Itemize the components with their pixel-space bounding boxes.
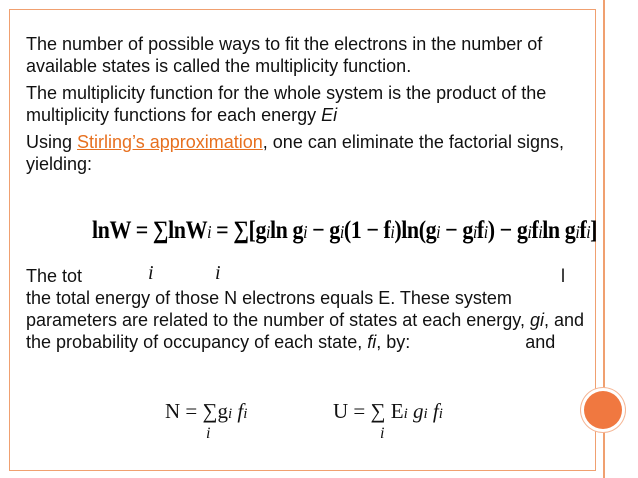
paragraph-4-mid: , and the probability of occupancy of each state, (26, 310, 585, 352)
paragraph-4 (26, 265, 591, 353)
eq-part: f (531, 217, 539, 244)
eq-sub: i (403, 406, 408, 422)
eq-n-f: f (237, 399, 244, 423)
eq-lhs: lnW = (92, 217, 153, 244)
stirling-link[interactable]: Stirling’s approximation (77, 132, 263, 152)
paragraph-4-start: The tot (26, 266, 83, 286)
paragraph-4-text: the total energy of those N electrons equals E. These system parameters are related to the number of states at each energy, (26, 288, 530, 330)
paragraph-3-end: , one can eliminate the factorial signs, yielding: (26, 132, 564, 174)
paragraph-4-line-end: l (561, 266, 565, 286)
paragraph-2-text: The multiplicity function for the whole system is the product of the multiplicity functions for each energy (26, 83, 547, 125)
and-word: and (525, 332, 556, 352)
eq-part: − g (440, 217, 473, 244)
eq-sub: i (303, 222, 308, 242)
eq-sub: i (266, 222, 270, 242)
paragraph-3-start: Using (26, 132, 78, 152)
eq-part: ] (590, 217, 598, 244)
eq-part: = ∑[g (211, 217, 267, 244)
ei-italic: Ei (321, 105, 338, 125)
eq-sub: i (423, 406, 428, 422)
eq-sub: i (207, 222, 212, 242)
eq-n-lhs: N = ∑g (165, 399, 228, 423)
paragraph-2 (26, 82, 591, 126)
gi-italic: gi (529, 310, 544, 330)
eq-part: )ln(g (394, 217, 437, 244)
sum-index: i (206, 425, 211, 442)
sum-index: i (380, 425, 385, 442)
equation-n (165, 399, 247, 424)
sum-index: i (215, 262, 221, 284)
eq-part: ln g (269, 217, 304, 244)
slide-body (26, 33, 591, 180)
eq-u-f: f (432, 399, 439, 423)
eq-sub: i (527, 222, 532, 242)
eq-part: − g (307, 217, 340, 244)
main-equation (92, 217, 598, 259)
eq-sum1: ∑lnW (152, 217, 208, 244)
paragraph-4-end: , by: (376, 332, 411, 352)
eq-sub: i (586, 222, 591, 242)
eq-sub: i (438, 406, 443, 422)
eq-part: f (579, 217, 587, 244)
paragraph-4-rest (26, 287, 591, 353)
eq-sub: i (390, 222, 395, 242)
eq-part: ) − g (487, 217, 528, 244)
accent-dot (584, 391, 622, 429)
paragraph-3 (26, 131, 591, 175)
fi-italic: fi (367, 332, 377, 352)
equation-u (333, 399, 443, 424)
eq-u-lhs: U = ∑ E (333, 399, 404, 423)
eq-part: (1 − f (343, 217, 391, 244)
eq-u-g: g (412, 399, 424, 423)
eq-sub: i (483, 222, 488, 242)
eq-sub: i (243, 406, 248, 422)
eq-part: f (476, 217, 484, 244)
eq-sub: i (538, 222, 543, 242)
paragraph-4-line1 (26, 265, 591, 287)
eq-sub: i (436, 222, 441, 242)
sum-index: i (148, 262, 154, 284)
eq-sub: i (339, 222, 344, 242)
eq-sub: i (227, 406, 233, 422)
eq-part: ln g (542, 217, 576, 244)
eq-sub: i (575, 222, 580, 242)
eq-sub: i (472, 222, 477, 242)
paragraph-1: The number of possible ways to fit the electrons in the number of available states is called the multiplicity function. (26, 34, 543, 76)
